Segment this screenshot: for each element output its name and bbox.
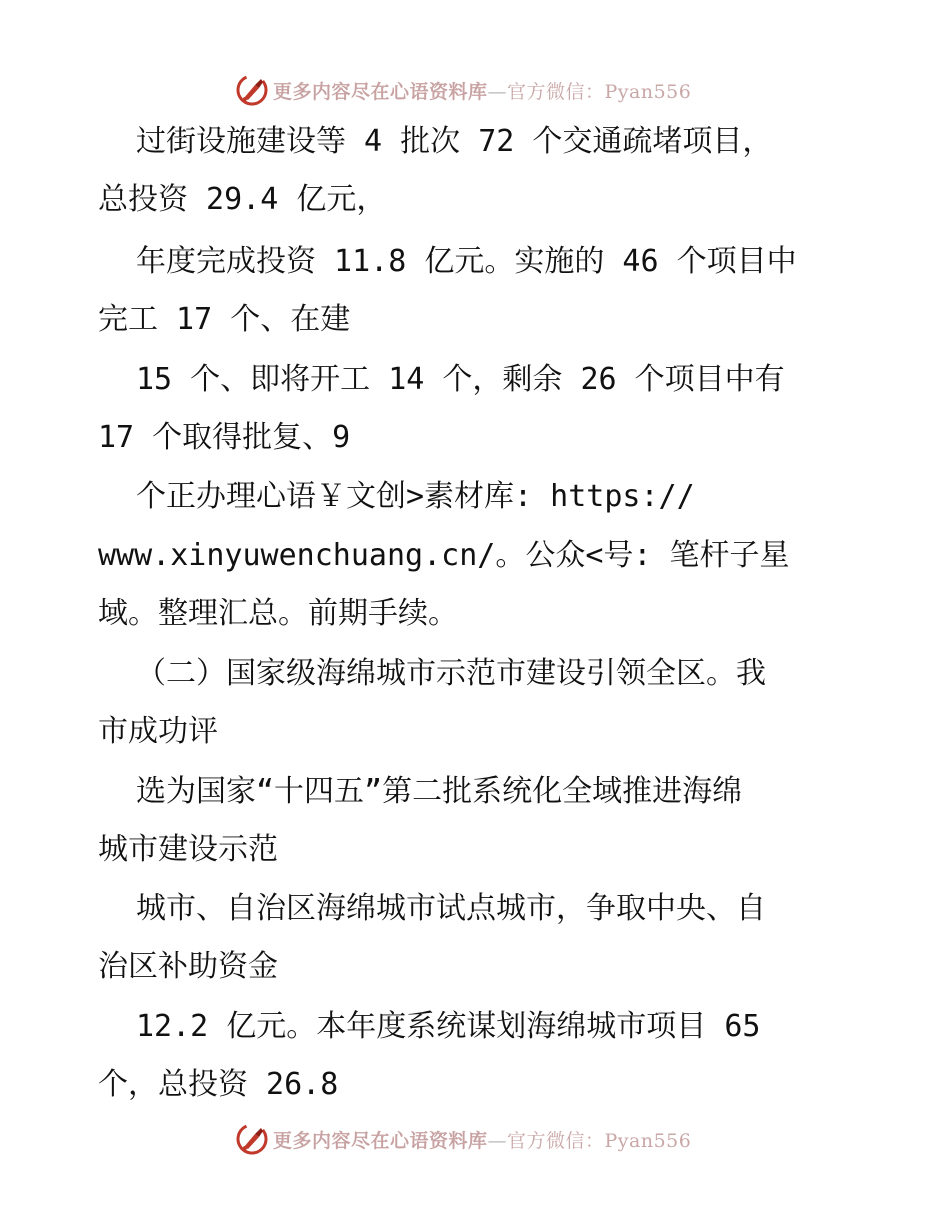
banner-text [273, 77, 691, 104]
body-line: 过街设施建设等 4 批次 72 个交通疏堵项目， [136, 124, 773, 159]
body-line: 总投资 29.4 亿元， [98, 182, 387, 217]
body-line: 15 个、即将开工 14 个，剩余 26 个项目中有 [136, 362, 785, 397]
body-line: 完工 17 个、在建 [98, 302, 351, 337]
body-line: 域。整理汇总。前期手续。 [98, 596, 458, 631]
banner-dash: — [487, 80, 508, 103]
body-line: （二）国家级海绵城市示范市建设引领全区。我 [136, 656, 766, 691]
banner-wechat-text: 官方微信：Pyan556 [507, 80, 692, 103]
banner-main-text: 更多内容尽在心语资料库 [273, 80, 488, 103]
banner-main-text: 更多内容尽在心语资料库 [273, 1129, 488, 1152]
banner-wechat-text: 官方微信：Pyan556 [507, 1129, 692, 1152]
body-line: 选为国家“十四五”第二批系统化全域推进海绵 [136, 774, 743, 809]
body-line: 17 个取得批复、9 [98, 420, 351, 455]
body-line: 个，总投资 26.8 [98, 1067, 339, 1102]
body-line: 12.2 亿元。本年度系统谋划海绵城市项目 65 [136, 1009, 761, 1044]
body-line: 年度完成投资 11.8 亿元。实施的 46 个项目中 [136, 244, 797, 279]
body-line: 治区补助资金 [98, 949, 278, 984]
body-line: 城市、自治区海绵城市试点城市，争取中央、自 [136, 891, 766, 926]
body-line: 市成功评 [98, 714, 218, 749]
banner-dash: — [487, 1129, 508, 1152]
header-banner [235, 73, 691, 107]
footer-banner [235, 1122, 691, 1156]
banner-text [273, 1126, 691, 1153]
body-line: www.xinyuwenchuang.cn/。公众<号: 笔杆子星 [98, 538, 790, 573]
body-line: 城市建设示范 [98, 832, 278, 867]
body-line: 个正办理心语￥文创>素材库: https:// [136, 479, 695, 514]
pen-logo-icon [235, 1122, 269, 1156]
pen-logo-icon [235, 73, 269, 107]
